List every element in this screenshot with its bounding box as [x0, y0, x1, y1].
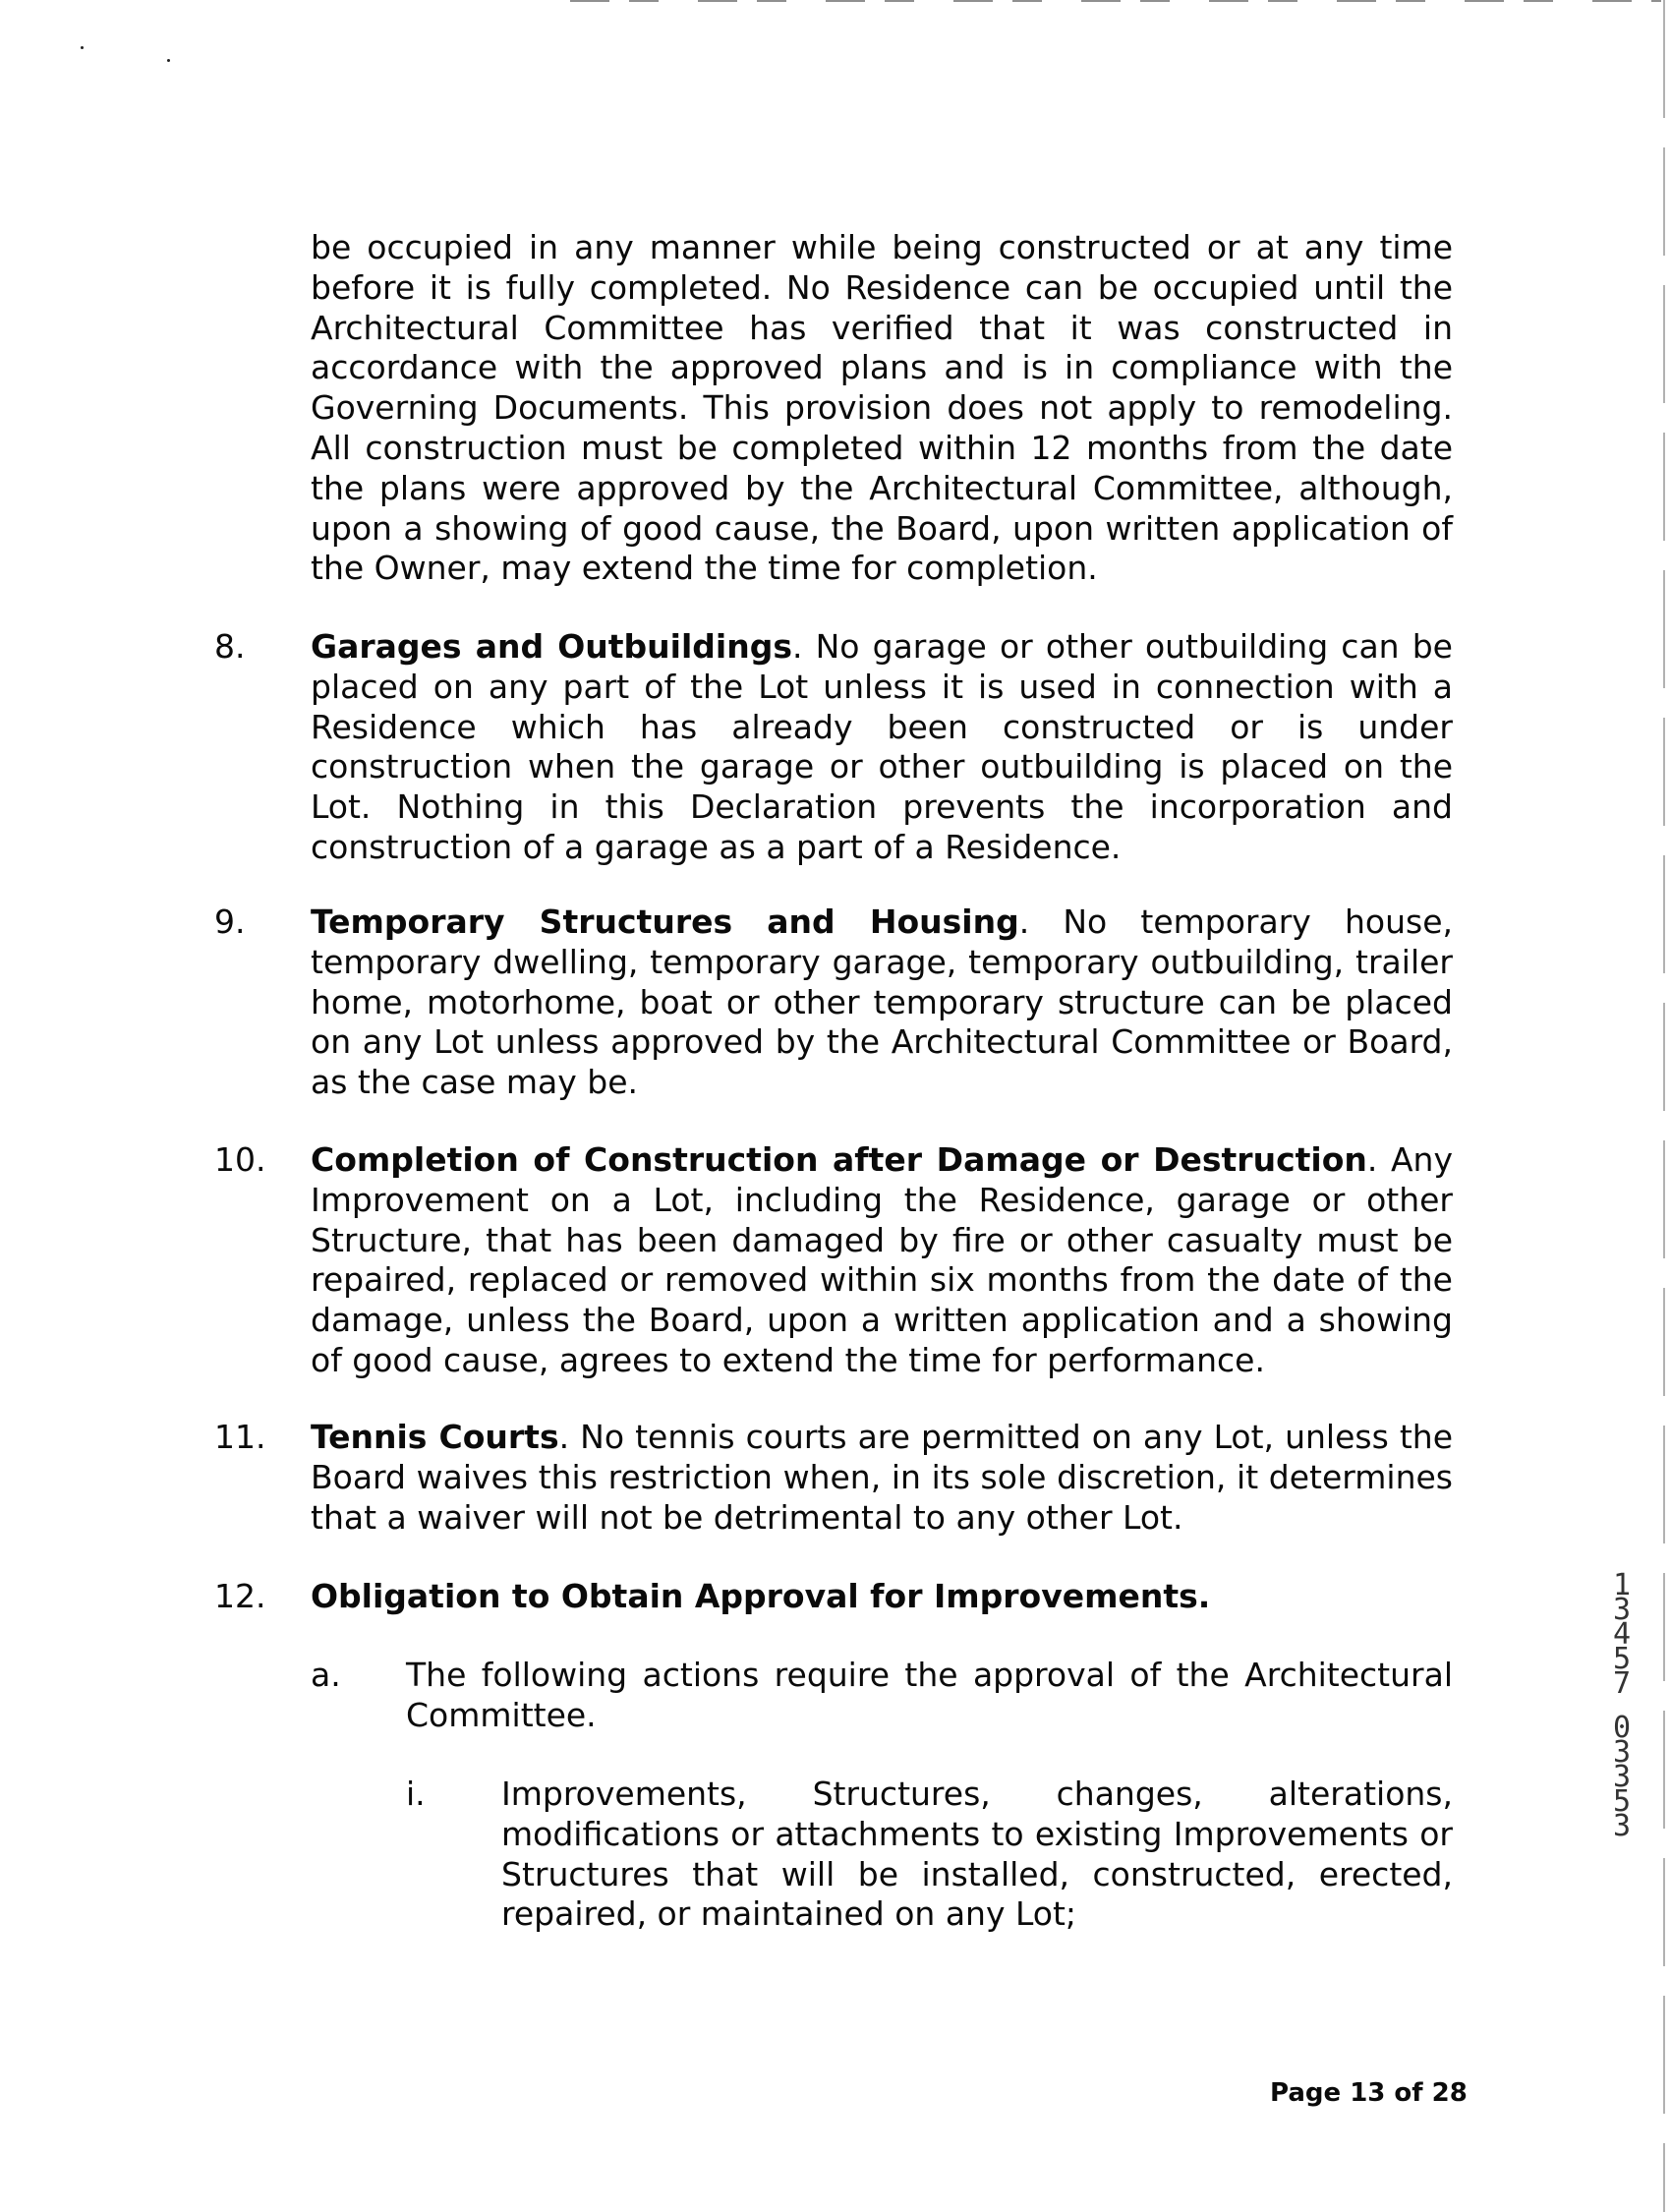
scan-speck [81, 46, 84, 49]
subsection-label: i. [406, 1775, 426, 1813]
scan-artifact-right-edge [1663, 0, 1665, 2212]
section-number: 12. [214, 1577, 266, 1615]
stamp-digit: 1 [1612, 1568, 1632, 1602]
section-text: . Any Improvement on a Lot, including the Residence, garage or other Structure, that has been damaged by fire or other casualty must be repaired, replaced or removed within six months from the date of the damage, unless the Board, upon a written application and a showing of good cause, agrees to extend the time for performance. [311, 1140, 1453, 1379]
section-body [311, 1140, 1453, 1381]
section-text: . No tennis courts are permitted on any Lot, unless the Board waives this restriction when, in its sole discretion, it determines that a waiver will not be detrimental to any other Lot. [311, 1418, 1454, 1537]
subsection-a [311, 1656, 1453, 1736]
scan-artifact-top-edge [570, 0, 1661, 2]
section-heading: Garages and Outbuildings [311, 627, 792, 666]
stamp-digit: 7 [1612, 1666, 1632, 1701]
subsection-label: a. [311, 1656, 341, 1694]
section-body [311, 902, 1453, 1103]
stamp-digit: 5 [1612, 1784, 1632, 1819]
section-body [311, 1418, 1453, 1538]
section-text: . No temporary house, temporary dwelling, temporary garage, temporary outbuilding, trailer home, motorhome, boat or other temporary structure can be placed on any Lot unless approved by the Architectural Committee or Board, as the case may be. [311, 902, 1453, 1102]
scan-speck [167, 59, 170, 62]
section-number: 11. [214, 1418, 266, 1456]
subsection-text: The following actions require the approval of the Architectural Committee. [406, 1656, 1453, 1734]
stamp-digit: 3 [1612, 1760, 1632, 1794]
recording-stamp-number [1604, 1568, 1640, 1843]
intro-paragraph: be occupied in any manner while being constructed or at any time before it is fully completed. No Residence can be occupied until the Architectural Committee has verified that it was constructed in accordance with the approved plans and is in compliance with the Governing Documents. This provision does not apply to remodeling. All construction must be completed within 12 months from the date the plans were approved by the Architectural Committee, although, upon a showing of good cause, the Board, upon written application of the Owner, may extend the time for completion. [311, 228, 1453, 588]
section-text: . No garage or other outbuilding can be placed on any part of the Lot unless it is used in connection with a Residence which has already been constructed or is under construction when the garage or other outbuilding is placed on the Lot. Nothing in this Declaration prevents the incorporation and construction of a garage as a part of a Residence. [311, 627, 1453, 866]
stamp-digit: 0 [1612, 1711, 1632, 1745]
section-number: 9. [214, 902, 246, 941]
section-8 [214, 627, 1453, 868]
section-number: 10. [214, 1140, 266, 1179]
section-number: 8. [214, 627, 246, 666]
section-heading: Temporary Structures and Housing [311, 902, 1019, 941]
section-heading: Completion of Construction after Damage or Destruction [311, 1140, 1367, 1179]
stamp-digit: 3 [1612, 1735, 1632, 1770]
page-number: Page 13 of 28 [1270, 2078, 1468, 2108]
section-11 [214, 1418, 1453, 1538]
section-9 [214, 902, 1453, 1103]
subsection-i [406, 1775, 1453, 1935]
section-10 [214, 1140, 1453, 1381]
section-12 [214, 1577, 1453, 1617]
subsection-text: Improvements, Structures, changes, alterations, modifications or attachments to existing Improvements or Structures that will be installed, constructed, erected, repaired, or maintained on any Lot; [501, 1775, 1453, 1934]
section-body [311, 627, 1453, 868]
stamp-digit: 3 [1612, 1593, 1632, 1627]
section-heading: Obligation to Obtain Approval for Improvements [311, 1577, 1198, 1615]
stamp-digit: 5 [1612, 1642, 1632, 1676]
stamp-digit: 4 [1612, 1617, 1632, 1652]
section-text: . [1197, 1577, 1211, 1615]
stamp-digit: 3 [1612, 1809, 1632, 1843]
section-heading: Tennis Courts [311, 1418, 559, 1456]
section-body [311, 1577, 1453, 1617]
